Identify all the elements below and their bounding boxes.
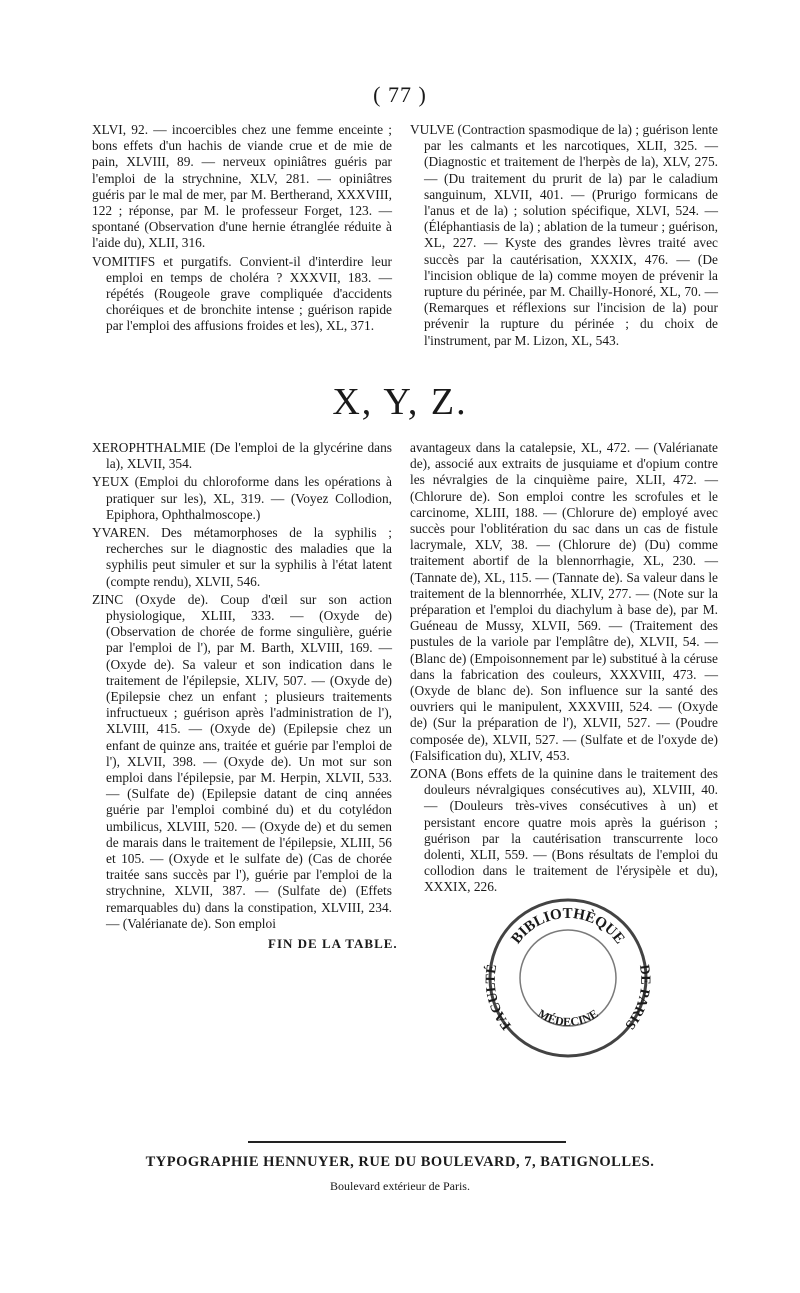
top-right-column — [410, 122, 718, 351]
bottom-right-column — [410, 440, 718, 898]
svg-text:FACULTÉ: FACULTÉ — [483, 963, 515, 1033]
svg-text:MÉDECINE: MÉDECINE — [535, 1006, 601, 1029]
index-entry: XEROPHTHALMIE (De l'emploi de la glycérine dans la), XLVII, 354. — [92, 440, 392, 472]
svg-text:BIBLIOTHÈQUE: BIBLIOTHÈQUE — [508, 905, 628, 948]
index-entry: YVAREN. Des métamorphoses de la syphilis ; recherches sur le diagnostic des maladies que la syphilis peut simuler et sur la syphilis à l'état latent (compte rendu), XLVII, 546. — [92, 525, 392, 589]
index-entry: VOMITIFS et purgatifs. Convient-il d'interdire leur emploi en temps de choléra ? XXXVII, 183. — répétés (Rougeole grave compliquée d'accidents choréiques et de bronchite intense ; guérison rapide par l'emploi des affusions froides et les), XL, 371. — [92, 253, 392, 334]
index-entry: VULVE (Contraction spasmodique de la) ; guérison lente par les calmants et les narcotiques, XLII, 325. — (Diagnostic et traitement de l'herpès de la), XLV, 275. — (Du traitement du prurit de la) par le caladium sanguinum, XLVII, 401. — (Prurigo formicans de l'anus et de la) ; solution spécifique, XLVI, 524. — (Éléphantiasis de la) ; ablation de la tumeur ; guérison, XL, 227. — Kyste des grandes lèvres traité avec succès par la cautérisation, XXXIX, 476. — (De l'incision oblique de la) comme moyen de prévenir la rupture du périnée, par M. Chailly-Honoré, XL, 70. — (Remarques et réflexions sur l'incision de la) pour prévenir la rupture du périnée ; du choix de l'instrument, par M. Lizon, XL, 543. — [410, 122, 718, 348]
page-number: ( 77 ) — [373, 82, 427, 107]
index-entry: ZONA (Bons effets de la quinine dans le traitement des douleurs névralgiques consécutives au), XLVIII, 40. — (Douleurs très-vives consécutives à un) et persistant encore quatre mois après la guérison ; guérison par la cautérisation transcurrente loco dolenti, XLII, 559. — (Bons résultats de l'emploi du collodion dans le traitement de l'érysipèle et du), XXXIX, 226. — [410, 766, 718, 895]
section-title: X, Y, Z. — [332, 381, 468, 423]
end-of-table-label: FIN DE LA TABLE. — [268, 936, 398, 951]
index-entry: avantageux dans la catalepsie, XL, 472. — (Valérianate de), associé aux extraits de jusquiame et d'opium contre les névralgies de la cinquième paire, XLII, 472. — (Chlorure de). Son emploi contre les scrofules et le carcinome, XLIII, 188. — (Chlorure de) employé avec succès pour l'oblitération du sac dans un cas de fistule lacrymale, XLV, 38. — (Chlorure de) (Du) comme traitement abortif de la blennorrhagie, XL, 230. — (Tannate de), XL, 115. — (Tannate de). Sa valeur dans le traitement de la blennorrhée, XLIV, 277. — (Note sur la préparation et l'emploi du diachylum à base de), par M. Guéneau de Mussy, XLVII, 569. — (Traitement des pustules de la variole par l'emplâtre de), XLVII, 54. — (Blanc de) (Empoisonnement par le) substitué à la céruse dans la fabrication des couleurs, XXXVIII, 473. — (Oxyde de blanc de). Son influence sur la santé des ouvriers qui le manipulent, XXXVIII, 524. — (Oxyde de) (Sur la préparation de l'), XLVII, 527. — (Poudre composée de), XLVII, 527. — (Sulfate et de l'oxyde de) (Falsification du), XLIV, 453. — [410, 440, 718, 763]
index-entry: ZINC (Oxyde de). Coup d'œil sur son action physiologique, XLIII, 333. — (Oxyde de) (Observation de chorée de forme singulière, guérie par l'emploi de l'), par M. Barth, XLVIII, 169. — (Oxyde de). Sa valeur et son indication dans le traitement de l'épilepsie, XLIV, 507. — (Oxyde de) (Epilepsie chez un enfant ; plusieurs traitements infructueux ; guérison après l'administration de l'), XLVIII, 415. — (Oxyde de) (Epilepsie chez un enfant de quinze ans, traitée et guérie par l'emploi de l'), XLVII, 398. — (Oxyde de). Un mot sur son emploi dans l'épilepsie, par M. Herpin, XLVII, 533. — (Sulfate de) (Epilepsie datant de cinq années guérie par l'emploi combiné du) et du cotylédon umbilicus, XLVIII, 520. — (Oxyde de) et du semen de marais dans le traitement de l'épilepsie, XLIII, 56 et 105. — (Oxyde et le sulfate de) (Cas de chorée traitée sans succès par l'), guérie par l'emploi de la strychnine, XLVII, 387. — (Sulfate de) (Effets remarquables du) dans la constipation, XLVIII, 234. — (Valérianate de). Son emploi — [92, 591, 392, 931]
colophon-address: Boulevard extérieur de Paris. — [330, 1179, 470, 1193]
library-stamp — [478, 888, 658, 1068]
svg-text:DE PARIS: DE PARIS — [621, 963, 653, 1032]
bottom-left-column — [92, 440, 392, 934]
colophon: TYPOGRAPHIE HENNUYER, RUE DU BOULEVARD, 7, BATIGNOLLES. — [145, 1154, 655, 1170]
index-entry: YEUX (Emploi du chloroforme dans les opérations à pratiquer sur les), XL, 319. — (Voyez Collodion, Epiphora, Ophthalmoscope.) — [92, 474, 392, 522]
colophon-rule — [248, 1141, 566, 1143]
index-entry: XLVI, 92. — incoercibles chez une femme enceinte ; bons effets d'un hachis de viande crue et de mie de pain, XLVIII, 89. — nerveux opiniâtres guéris par l'emploi de la strychnine, XLV, 281. — opiniâtres guéris par le mal de mer, par M. Bertherand, XXXVIII, 122 ; réponse, par M. le professeur Forget, 123. — spontané (Observation d'une hernie étranglée réduite à l'aide du), XLII, 316. — [92, 122, 392, 251]
top-left-column — [92, 122, 392, 337]
